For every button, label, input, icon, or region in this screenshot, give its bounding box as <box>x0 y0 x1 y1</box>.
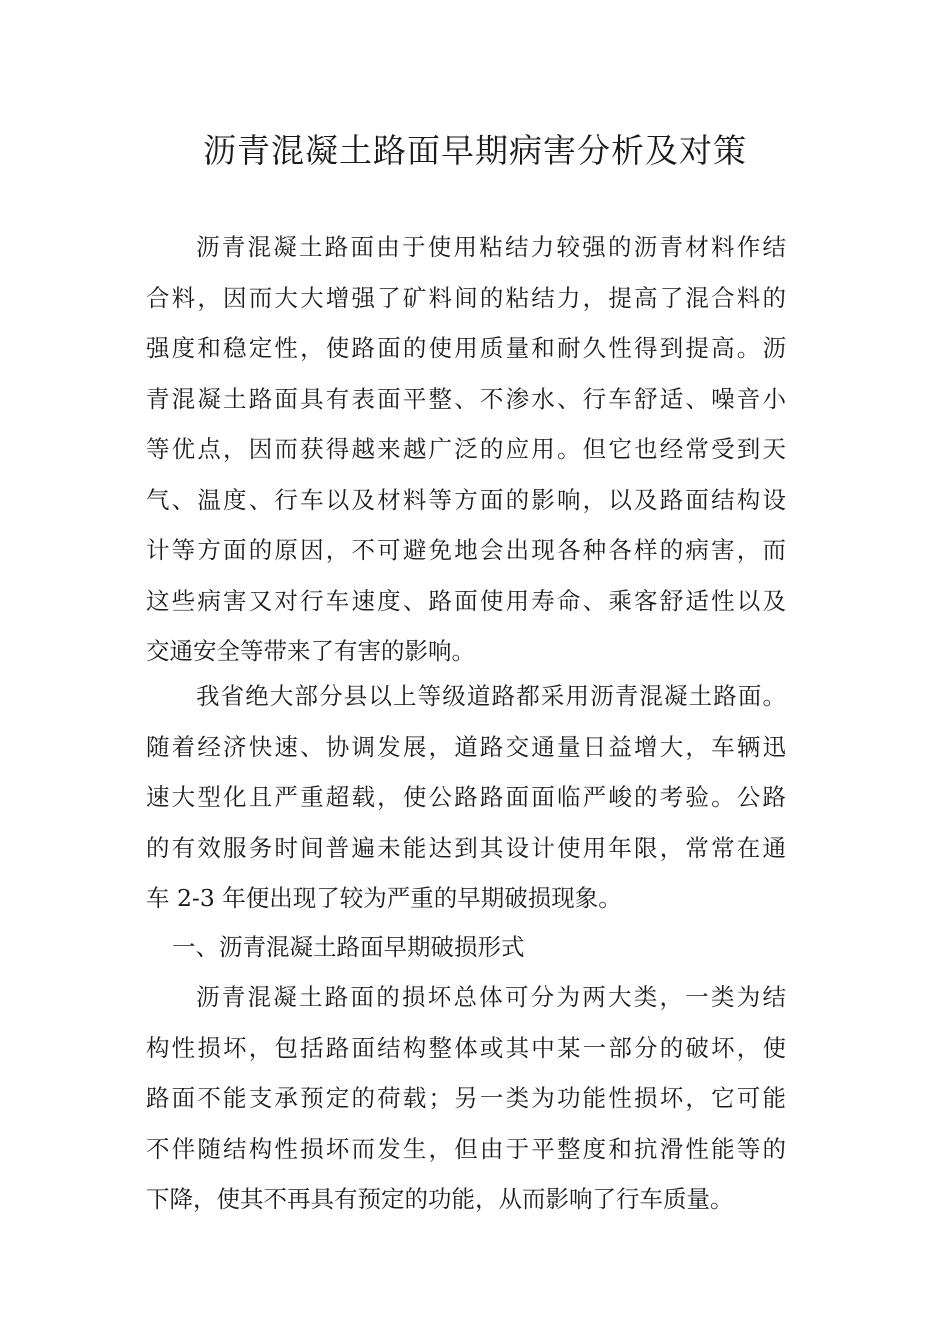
paragraph-line: 等优点，因而获得越来越广泛的应用。但它也经常受到天 <box>146 435 786 463</box>
paragraph-line: 沥青混凝土路面由于使用粘结力较强的沥青材料作结 <box>196 233 786 261</box>
paragraph-line: 青混凝土路面具有表面平整、不渗水、行车舒适、噪音小 <box>146 384 786 413</box>
paragraph-line: 的有效服务时间普遍未能达到其设计使用年限，常常在通 <box>146 833 786 862</box>
paragraph-1 <box>146 222 786 677</box>
document-title: 沥青混凝土路面早期病害分析及对策 <box>203 131 747 170</box>
paragraph-line: 不伴随结构性损坏而发生，但由于平整度和抗滑性能等的 <box>146 1134 786 1163</box>
paragraph-line: 计等方面的原因，不可避免地会出现各种各样的病害，而 <box>146 536 786 564</box>
paragraph-line: 速大型化且严重超载，使公路路面面临严峻的考验。公路 <box>146 783 786 811</box>
paragraph-line: 交通安全等带来了有害的影响。 <box>146 637 475 665</box>
paragraph-line: 我省绝大部分县以上等级道路都采用沥青混凝土路面。 <box>196 682 786 710</box>
paragraph-line: 随着经济快速、协调发展，道路交通量日益增大，车辆迅 <box>146 732 786 761</box>
paragraph-line: 这些病害又对行车速度、路面使用寿命、乘客舒适性以及 <box>146 586 786 615</box>
paragraph-line: 下降，使其不再具有预定的功能，从而影响了行车质量。 <box>146 1185 734 1213</box>
paragraph-line: 合料，因而大大增强了矿料间的粘结力，提高了混合料的 <box>146 283 786 312</box>
section-heading: 一、沥青混凝土路面早期破损形式 <box>172 933 525 961</box>
paragraph-line: 沥青混凝土路面的损坏总体可分为两大类，一类为结 <box>196 983 786 1011</box>
paragraph-line: 气、温度、行车以及材料等方面的影响，以及路面结构设 <box>146 485 786 514</box>
paragraph-3 <box>146 972 786 1225</box>
paragraph-line: 构性损坏，包括路面结构整体或其中某一部分的破坏，使 <box>146 1033 786 1062</box>
paragraph-line: 强度和稳定性，使路面的使用质量和耐久性得到提高。沥 <box>146 334 786 362</box>
paragraph-2 <box>146 671 786 924</box>
paragraph-line: 路面不能支承预定的荷载；另一类为功能性损坏，它可能 <box>146 1084 786 1112</box>
paragraph-line: 车 2-3 年便出现了较为严重的早期破损现象。 <box>146 884 622 912</box>
